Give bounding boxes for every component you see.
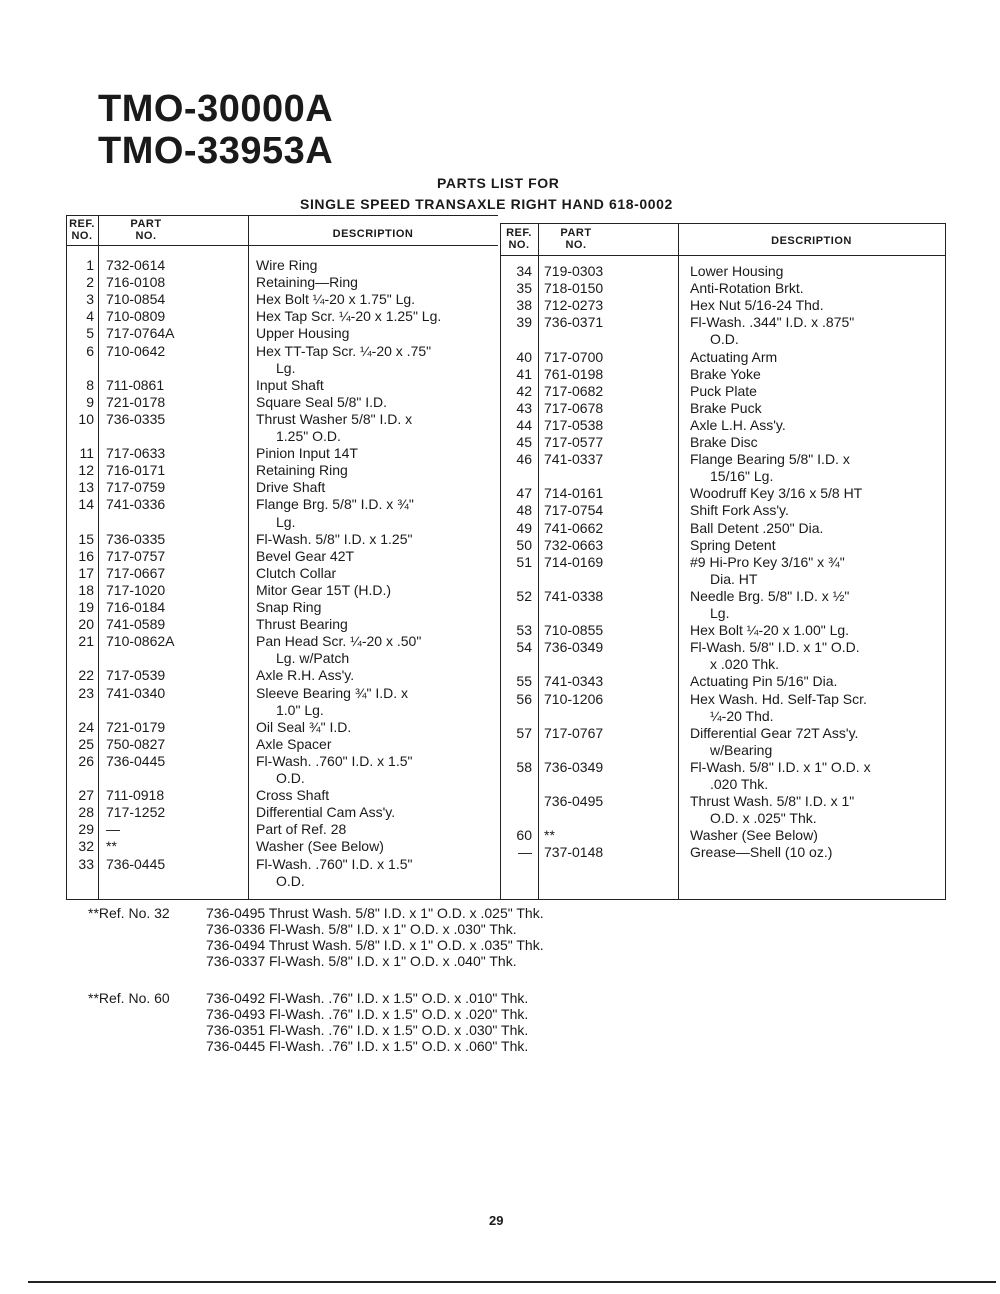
description: O.D. xyxy=(276,770,305,786)
part-no: 710-0809 xyxy=(106,308,166,325)
description: Washer (See Below) xyxy=(690,827,818,844)
description: Drive Shaft xyxy=(256,479,326,496)
footnote-line: 736-0336 Fl-Wash. 5/8" I.D. x 1" O.D. x .030" Thk. xyxy=(206,921,517,937)
footnote-line: 736-0493 Fl-Wash. .76" I.D. x 1.5" O.D. x .020" Thk. xyxy=(206,1006,529,1022)
description: Axle L.H. Ass'y. xyxy=(690,416,786,433)
description: .020 Thk. xyxy=(710,776,769,792)
ref-no: 58 xyxy=(516,758,532,775)
ref-no: 39 xyxy=(516,314,532,331)
description: Actuating Pin 5/16" Dia. xyxy=(690,673,838,690)
description: Mitor Gear 15T (H.D.) xyxy=(256,581,392,598)
ref-no: 50 xyxy=(516,536,532,553)
part-no: 736-0445 xyxy=(106,855,166,872)
description: Thrust Washer 5/8" I.D. x xyxy=(256,410,413,427)
ref-no: 44 xyxy=(516,416,532,433)
description: Thrust Bearing xyxy=(256,616,348,633)
ref-no: 3 xyxy=(86,291,94,308)
description: Needle Brg. 5/8" I.D. x ½" xyxy=(690,587,850,604)
ref-no: 25 xyxy=(78,735,94,752)
ref-no: 24 xyxy=(78,718,94,735)
description: Upper Housing xyxy=(256,325,350,342)
ref-no: 22 xyxy=(78,667,94,684)
description: Lg. xyxy=(276,513,296,530)
ref-no: 20 xyxy=(78,616,94,633)
part-no: 741-0336 xyxy=(106,496,166,513)
ref-no: 46 xyxy=(516,451,532,468)
description: Hex TT-Tap Scr. ¼-20 x .75" xyxy=(256,342,432,359)
description: Brake Disc xyxy=(690,434,758,450)
description: Retaining Ring xyxy=(256,462,348,479)
part-no: 736-0335 xyxy=(106,530,166,547)
part-no: 717-0767 xyxy=(544,724,604,741)
ref-no: 47 xyxy=(516,485,532,502)
bottom-rule xyxy=(28,1281,996,1283)
ref-no: 53 xyxy=(516,622,532,639)
part-no: 710-0854 xyxy=(106,291,166,308)
part-no: 711-0861 xyxy=(106,376,165,393)
description: Clutch Collar xyxy=(256,564,337,581)
part-no: 717-0633 xyxy=(106,445,166,462)
part-no: 717-1020 xyxy=(106,581,166,598)
part-no: 741-0589 xyxy=(106,616,166,633)
description: Woodruff Key 3/16 x 5/8 HT xyxy=(690,485,863,502)
part-no: 717-0682 xyxy=(544,382,604,399)
description: ¼-20 Thd. xyxy=(710,707,774,724)
ref-no: 11 xyxy=(79,445,94,462)
description: Thrust Wash. 5/8" I.D. x 1" xyxy=(690,793,855,810)
ref-no: 21 xyxy=(78,633,94,650)
ref-no: 54 xyxy=(516,639,532,656)
ref-no: 6 xyxy=(86,342,94,359)
description: Differential Gear 72T Ass'y. xyxy=(690,724,859,741)
description: Fl-Wash. .344" I.D. x .875" xyxy=(690,314,855,331)
ref-header-right: REF. NO. xyxy=(506,227,532,251)
ref-no: 27 xyxy=(78,787,94,804)
parts-list-heading: PARTS LIST FOR xyxy=(437,175,560,191)
footnote-label: **Ref. No. 60 xyxy=(88,990,170,1006)
ref-header-left: REF. NO. xyxy=(69,218,95,242)
part-no: 717-1252 xyxy=(106,804,166,821)
part-no: 736-0335 xyxy=(106,410,166,427)
description: Flange Bearing 5/8" I.D. x xyxy=(690,451,850,468)
description: Brake Yoke xyxy=(690,365,761,382)
part-no: 741-0337 xyxy=(544,451,604,468)
description: #9 Hi-Pro Key 3/16" x ¾" xyxy=(690,553,845,570)
description: Lower Housing xyxy=(690,263,784,279)
description: Axle Spacer xyxy=(256,735,332,752)
part-no: 721-0179 xyxy=(106,718,166,735)
part-no: 737-0148 xyxy=(544,844,604,861)
description: Hex Wash. Hd. Self-Tap Scr. xyxy=(690,690,867,707)
ref-no: 56 xyxy=(516,690,532,707)
description: Puck Plate xyxy=(690,382,757,399)
description: Differential Cam Ass'y. xyxy=(256,804,396,821)
ref-no: 45 xyxy=(516,434,532,450)
parts-table xyxy=(66,215,946,901)
desc-header-right: DESCRIPTION xyxy=(771,235,852,247)
part-no: 736-0349 xyxy=(544,758,604,775)
part-no: 717-0764A xyxy=(106,325,175,342)
ref-no: 16 xyxy=(78,547,94,564)
description: Shift Fork Ass'y. xyxy=(690,502,789,519)
ref-no: 2 xyxy=(86,274,94,291)
part-no: 741-0343 xyxy=(544,673,604,690)
description: Spring Detent xyxy=(690,536,776,553)
part-no: 717-0700 xyxy=(544,348,604,365)
ref-no: 13 xyxy=(78,479,94,496)
description: Sleeve Bearing ¾" I.D. x xyxy=(256,684,409,701)
description: Hex Bolt ¼-20 x 1.75" Lg. xyxy=(256,291,416,308)
part-no: 719-0303 xyxy=(544,263,604,279)
ref-no: 17 xyxy=(78,564,94,581)
part-no: 714-0169 xyxy=(544,553,604,570)
description: Wire Ring xyxy=(256,257,318,273)
part-no: ** xyxy=(106,838,117,855)
part-header-right: PART NO. xyxy=(560,227,592,251)
footnote-line: 736-0495 Thrust Wash. 5/8" I.D. x 1" O.D. x .025" Thk. xyxy=(206,905,544,921)
part-no: 717-0539 xyxy=(106,667,166,684)
description: O.D. x .025" Thk. xyxy=(710,810,817,827)
ref-no: 38 xyxy=(516,297,532,314)
description: Square Seal 5/8" I.D. xyxy=(256,393,388,410)
ref-no: 18 xyxy=(78,581,94,598)
part-no: 710-0642 xyxy=(106,342,166,359)
ref-no: 41 xyxy=(516,365,532,382)
part-no: 711-0918 xyxy=(106,787,165,804)
ref-no: 12 xyxy=(78,462,94,479)
description: Lg. w/Patch xyxy=(276,650,350,667)
description: Fl-Wash. 5/8" I.D. x 1" O.D. xyxy=(690,639,860,656)
description: Anti-Rotation Brkt. xyxy=(690,280,804,297)
description: Input Shaft xyxy=(256,376,324,393)
ref-no: 52 xyxy=(516,587,532,604)
ref-no: 40 xyxy=(516,348,532,365)
ref-no: 29 xyxy=(78,821,94,838)
part-no: 736-0445 xyxy=(106,752,166,769)
footnote-line: 736-0492 Fl-Wash. .76" I.D. x 1.5" O.D. x .010" Thk. xyxy=(206,990,529,1006)
description: Hex Bolt ¼-20 x 1.00" Lg. xyxy=(690,622,850,639)
footnote-line: 736-0337 Fl-Wash. 5/8" I.D. x 1" O.D. x .040" Thk. xyxy=(206,953,517,969)
ref-no: 48 xyxy=(516,502,532,519)
description: w/Bearing xyxy=(710,741,773,758)
part-no: ** xyxy=(544,827,555,844)
description: Cross Shaft xyxy=(256,787,330,804)
description: O.D. xyxy=(276,872,305,889)
ref-no: 28 xyxy=(78,804,94,821)
description: Flange Brg. 5/8" I.D. x ¾" xyxy=(256,496,414,513)
part-header-left: PART NO. xyxy=(130,218,162,242)
part-no: — xyxy=(106,821,120,838)
description: Hex Nut 5/16-24 Thd. xyxy=(690,297,824,314)
ref-no: 42 xyxy=(516,382,532,399)
part-no: 732-0614 xyxy=(106,257,166,273)
description: O.D. xyxy=(710,331,739,348)
ref-no: 5 xyxy=(86,325,94,342)
footnote-line: 736-0494 Thrust Wash. 5/8" I.D. x 1" O.D. x .035" Thk. xyxy=(206,937,544,953)
part-no: 716-0108 xyxy=(106,274,166,291)
description: 1.0" Lg. xyxy=(276,701,324,718)
part-no: 750-0827 xyxy=(106,735,166,752)
description: Grease—Shell (10 oz.) xyxy=(690,844,833,861)
part-no: 717-0577 xyxy=(544,434,604,450)
ref-no: 9 xyxy=(86,393,94,410)
footnote-label: **Ref. No. 32 xyxy=(88,905,170,921)
description: Pan Head Scr. ¼-20 x .50" xyxy=(256,633,422,650)
description: Part of Ref. 28 xyxy=(256,821,347,838)
description: Retaining—Ring xyxy=(256,274,358,291)
part-no: 716-0171 xyxy=(106,462,166,479)
ref-no: 60 xyxy=(516,827,532,844)
ref-no: 19 xyxy=(78,599,94,615)
page-number: 29 xyxy=(489,1213,504,1228)
ref-no: — xyxy=(518,844,532,861)
description: Lg. xyxy=(276,359,296,376)
ref-no: 57 xyxy=(516,724,532,741)
model-title-2: TMO-33953A xyxy=(98,130,334,172)
description: Fl-Wash. .760" I.D. x 1.5" xyxy=(256,855,413,872)
part-no: 761-0198 xyxy=(544,365,604,382)
ref-no: 15 xyxy=(78,530,94,547)
part-no: 741-0662 xyxy=(544,519,604,536)
part-no: 717-0538 xyxy=(544,416,604,433)
description: Axle R.H. Ass'y. xyxy=(256,667,355,684)
description: Fl-Wash. 5/8" I.D. x 1.25" xyxy=(256,530,413,547)
ref-no: 1 xyxy=(86,257,94,273)
ref-no: 51 xyxy=(516,553,532,570)
description: Pinion Input 14T xyxy=(256,445,358,462)
ref-no: 33 xyxy=(78,855,94,872)
part-no: 717-0754 xyxy=(544,502,604,519)
ref-no: 8 xyxy=(86,376,94,393)
part-no: 741-0338 xyxy=(544,587,604,604)
ref-no: 4 xyxy=(86,308,94,325)
footnote-line: 736-0351 Fl-Wash. .76" I.D. x 1.5" O.D. x .030" Thk. xyxy=(206,1022,529,1038)
transaxle-heading: SINGLE SPEED TRANSAXLE RIGHT HAND 618-0002 xyxy=(300,196,673,212)
description: Bevel Gear 42T xyxy=(256,547,355,564)
ref-no: 34 xyxy=(516,263,532,279)
ref-no: 55 xyxy=(516,673,532,690)
description: Hex Tap Scr. ¼-20 x 1.25" Lg. xyxy=(256,308,442,325)
ref-no: 43 xyxy=(516,399,532,416)
description: 15/16" Lg. xyxy=(710,468,774,485)
description: x .020 Thk. xyxy=(710,656,780,673)
desc-header-left: DESCRIPTION xyxy=(332,228,414,240)
ref-no: 32 xyxy=(78,838,94,855)
ref-no: 23 xyxy=(78,684,94,701)
description: Actuating Arm xyxy=(690,348,778,365)
part-no: 736-0371 xyxy=(544,314,604,331)
description: Ball Detent .250" Dia. xyxy=(690,519,824,536)
part-no: 710-0862A xyxy=(106,633,175,650)
part-no: 712-0273 xyxy=(544,297,604,314)
part-no: 718-0150 xyxy=(544,280,604,297)
part-no: 717-0759 xyxy=(106,479,166,496)
ref-no: 26 xyxy=(78,752,94,769)
part-no: 714-0161 xyxy=(544,485,604,502)
description: Oil Seal ¾" I.D. xyxy=(256,718,352,735)
description: Snap Ring xyxy=(256,599,322,615)
part-no: 710-0855 xyxy=(544,622,604,639)
part-no: 736-0495 xyxy=(544,793,604,810)
ref-no: 49 xyxy=(516,519,532,536)
part-no: 716-0184 xyxy=(106,599,166,615)
part-no: 717-0667 xyxy=(106,564,166,581)
description: Fl-Wash. .760" I.D. x 1.5" xyxy=(256,752,413,769)
footnote-line: 736-0445 Fl-Wash. .76" I.D. x 1.5" O.D. x .060" Thk. xyxy=(206,1038,529,1054)
description: Fl-Wash. 5/8" I.D. x 1" O.D. x xyxy=(690,758,871,775)
part-no: 736-0349 xyxy=(544,639,604,656)
part-no: 717-0757 xyxy=(106,547,166,564)
part-no: 710-1206 xyxy=(544,690,604,707)
ref-no: 10 xyxy=(78,410,94,427)
part-no: 732-0663 xyxy=(544,536,604,553)
description: Dia. HT xyxy=(710,570,758,587)
description: 1.25" O.D. xyxy=(276,428,341,444)
part-no: 741-0340 xyxy=(106,684,166,701)
part-no: 717-0678 xyxy=(544,399,604,416)
ref-no: 35 xyxy=(516,280,532,297)
ref-no: 14 xyxy=(78,496,94,513)
description: Washer (See Below) xyxy=(256,838,384,855)
description: Lg. xyxy=(710,605,730,621)
part-no: 721-0178 xyxy=(106,393,166,410)
model-title-1: TMO-30000A xyxy=(98,88,334,130)
description: Brake Puck xyxy=(690,399,762,416)
